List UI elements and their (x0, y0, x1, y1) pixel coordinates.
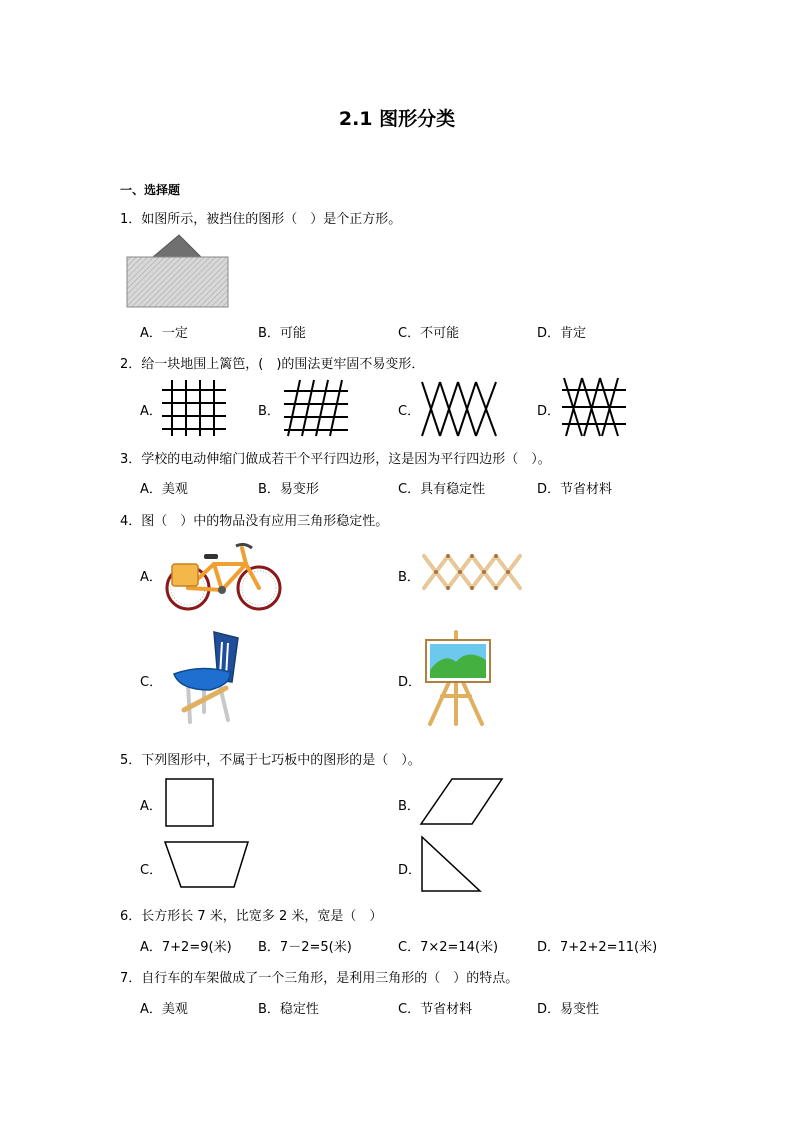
q3-option-d: D．节省材料 (537, 482, 613, 497)
question-2-stem: 2．给一块地围上篱笆，( )的围法更牢固不易变形． (120, 357, 425, 372)
right-triangle-shape (420, 835, 482, 893)
square-shape (165, 778, 215, 828)
q7-option-b: B．稳定性 (258, 1002, 319, 1017)
q5-option-d: D． (398, 863, 422, 878)
q5-option-b: B． (398, 799, 420, 814)
easel-image (420, 630, 496, 726)
q7-option-a: A．美观 (140, 1002, 188, 1017)
q1-option-d: D．肯定 (537, 326, 587, 341)
page-title: 2.1 图形分类 (338, 108, 456, 130)
q5-option-c: C． (140, 863, 163, 878)
section-heading: 一、选择题 (120, 183, 181, 197)
q2-fence-cross-diagonal (420, 380, 500, 438)
q2-option-c: C． (398, 404, 421, 419)
question-1-stem: 1．如图所示，被挡住的图形（ ）是个正方形。 (120, 212, 402, 227)
q2-fence-parallelogram-grid (282, 380, 352, 438)
q3-option-a: A．美观 (140, 482, 188, 497)
q3-option-c: C．具有稳定性 (398, 482, 486, 497)
trapezoid-shape (164, 841, 250, 889)
q6-option-d: D．7+2+2=11(米) (537, 940, 658, 955)
question-4-stem: 4．图（ ）中的物品没有应用三角形稳定性。 (120, 514, 389, 529)
q2-option-b: B． (258, 404, 280, 419)
q4-option-d: D． (398, 675, 422, 690)
q1-covered-shape-figure (126, 233, 230, 309)
q5-option-a: A． (140, 799, 162, 814)
q2-option-a: A． (140, 404, 162, 419)
cover-rectangle (127, 257, 228, 307)
q4-option-c: C． (140, 675, 163, 690)
bicycle-image (164, 540, 282, 612)
q6-option-b: B．7－2=5(米) (258, 940, 352, 955)
q1-option-b: B．可能 (258, 326, 306, 341)
question-5-stem: 5．下列图形中，不属于七巧板中的图形的是（ ）。 (120, 753, 421, 768)
q2-fence-triangle-grid (560, 376, 630, 438)
q7-option-d: D．易变性 (537, 1002, 600, 1017)
square-corner-shape (153, 235, 201, 257)
q4-option-a: A． (140, 570, 162, 585)
question-7-stem: 7．自行车的车架做成了一个三角形，是利用三角形的（ ）的特点。 (120, 971, 519, 986)
q2-option-d: D． (537, 404, 561, 419)
q6-option-a: A．7+2=9(米) (140, 940, 232, 955)
expandable-rack-image (420, 552, 524, 592)
question-3-stem: 3．学校的电动伸缩门做成若干个平行四边形，这是因为平行四边形（ ）。 (120, 452, 551, 467)
q6-option-c: C．7×2=14(米) (398, 940, 499, 955)
q4-option-b: B． (398, 570, 420, 585)
parallelogram-shape (420, 778, 504, 826)
q1-option-c: C．不可能 (398, 326, 460, 341)
q3-option-b: B．易变形 (258, 482, 319, 497)
q1-option-a: A．一定 (140, 326, 188, 341)
q7-option-c: C．节省材料 (398, 1002, 473, 1017)
question-6-stem: 6．长方形长 7 米，比宽多 2 米，宽是（ ） (120, 909, 383, 924)
chair-image (170, 628, 242, 726)
q2-fence-square-grid (160, 380, 230, 438)
